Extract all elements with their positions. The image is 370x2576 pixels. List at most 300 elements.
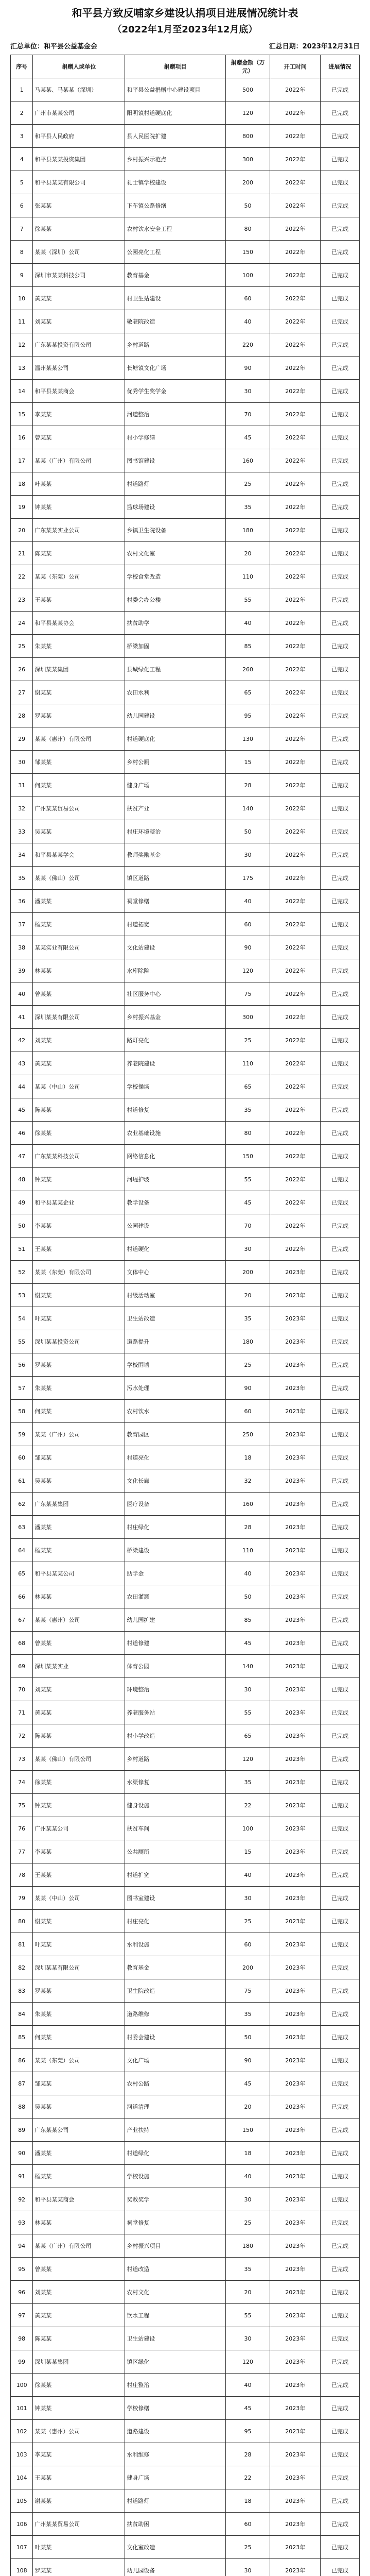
cell-amount: 15 bbox=[225, 751, 270, 774]
table-row bbox=[11, 1284, 360, 1307]
cell-status: 已完成 bbox=[321, 380, 360, 403]
cell-year: 2023年 bbox=[270, 1539, 321, 1562]
cell-amount: 100 bbox=[225, 264, 270, 287]
table-row bbox=[11, 1238, 360, 1261]
cell-project: 环境整治 bbox=[125, 1678, 225, 1701]
cell-status: 已完成 bbox=[321, 1145, 360, 1168]
cell-year: 2022年 bbox=[270, 78, 321, 101]
header-no: 序号 bbox=[11, 55, 33, 78]
cell-project: 体育公园 bbox=[125, 1655, 225, 1678]
table-row bbox=[11, 1585, 360, 1608]
cell-no: 19 bbox=[11, 496, 33, 519]
cell-no: 56 bbox=[11, 1353, 33, 1377]
cell-year: 2022年 bbox=[270, 472, 321, 496]
cell-donor: 潘某某 bbox=[33, 890, 125, 913]
cell-amount: 40 bbox=[225, 612, 270, 635]
cell-project: 农田灌溉 bbox=[125, 1585, 225, 1608]
cell-amount: 60 bbox=[225, 1933, 270, 1956]
cell-donor: 何某某 bbox=[33, 2026, 125, 2049]
cell-amount: 70 bbox=[225, 1214, 270, 1238]
cell-year: 2022年 bbox=[270, 959, 321, 982]
cell-donor: 和平县人民政府 bbox=[33, 125, 125, 148]
cell-donor: 邹某某 bbox=[33, 751, 125, 774]
cell-status: 已完成 bbox=[321, 2374, 360, 2397]
cell-project: 养老院建设 bbox=[125, 1052, 225, 1075]
cell-donor: 黄某某 bbox=[33, 2304, 125, 2327]
cell-amount: 30 bbox=[225, 2327, 270, 2350]
cell-amount: 150 bbox=[225, 241, 270, 264]
cell-year: 2022年 bbox=[270, 890, 321, 913]
table-row bbox=[11, 2281, 360, 2304]
cell-year: 2023年 bbox=[270, 2304, 321, 2327]
cell-year: 2023年 bbox=[270, 1724, 321, 1748]
cell-year: 2023年 bbox=[270, 1817, 321, 1840]
cell-project: 村委会建设 bbox=[125, 2026, 225, 2049]
cell-year: 2022年 bbox=[270, 867, 321, 890]
cell-year: 2023年 bbox=[270, 1678, 321, 1701]
cell-donor: 广东某某公司 bbox=[33, 2119, 125, 2142]
cell-year: 2022年 bbox=[270, 936, 321, 959]
cell-status: 已完成 bbox=[321, 472, 360, 496]
cell-year: 2022年 bbox=[270, 1052, 321, 1075]
cell-status: 已完成 bbox=[321, 241, 360, 264]
table-row bbox=[11, 1562, 360, 1585]
table-row bbox=[11, 635, 360, 658]
cell-amount: 28 bbox=[225, 774, 270, 797]
cell-status: 已完成 bbox=[321, 936, 360, 959]
table-row bbox=[11, 1956, 360, 1979]
cell-amount: 22 bbox=[225, 2466, 270, 2489]
cell-donor: 林某某 bbox=[33, 959, 125, 982]
cell-year: 2023年 bbox=[270, 2072, 321, 2095]
table-row bbox=[11, 217, 360, 241]
cell-donor: 谢某某 bbox=[33, 1284, 125, 1307]
cell-donor: 马某某、马某某（深圳） bbox=[33, 78, 125, 101]
cell-amount: 160 bbox=[225, 1493, 270, 1516]
cell-year: 2023年 bbox=[270, 1910, 321, 1933]
cell-project: 县城绿化工程 bbox=[125, 658, 225, 681]
cell-project: 产业扶持 bbox=[125, 2119, 225, 2142]
cell-status: 已完成 bbox=[321, 1284, 360, 1307]
cell-status: 已完成 bbox=[321, 1608, 360, 1632]
cell-donor: 黄某某 bbox=[33, 287, 125, 310]
cell-donor: 和平县某某企业 bbox=[33, 1191, 125, 1214]
cell-year: 2022年 bbox=[270, 635, 321, 658]
cell-amount: 85 bbox=[225, 1608, 270, 1632]
cell-project: 道路建设 bbox=[125, 2420, 225, 2443]
table-row bbox=[11, 1307, 360, 1330]
cell-year: 2023年 bbox=[270, 1794, 321, 1817]
cell-status: 已完成 bbox=[321, 1168, 360, 1191]
cell-status: 已完成 bbox=[321, 2119, 360, 2142]
table-row bbox=[11, 1771, 360, 1794]
cell-project: 村道路灯 bbox=[125, 2489, 225, 2513]
cell-status: 已完成 bbox=[321, 1933, 360, 1956]
cell-status: 已完成 bbox=[321, 2536, 360, 2559]
cell-amount: 200 bbox=[225, 1956, 270, 1979]
cell-year: 2022年 bbox=[270, 310, 321, 333]
cell-status: 已完成 bbox=[321, 1493, 360, 1516]
cell-donor: 和平县某某商会 bbox=[33, 2188, 125, 2211]
cell-donor: 钟某某 bbox=[33, 2397, 125, 2420]
cell-year: 2023年 bbox=[270, 2489, 321, 2513]
cell-year: 2023年 bbox=[270, 1562, 321, 1585]
cell-donor: 李某某 bbox=[33, 1214, 125, 1238]
cell-no: 77 bbox=[11, 1840, 33, 1863]
cell-amount: 35 bbox=[225, 1307, 270, 1330]
cell-donor: 某某（深圳）公司 bbox=[33, 241, 125, 264]
table-row bbox=[11, 1353, 360, 1377]
cell-status: 已完成 bbox=[321, 1539, 360, 1562]
cell-project: 养老服务站 bbox=[125, 1701, 225, 1724]
meta-right-label: 汇总日期： bbox=[269, 43, 303, 50]
cell-amount: 65 bbox=[225, 681, 270, 704]
cell-year: 2022年 bbox=[270, 241, 321, 264]
cell-year: 2023年 bbox=[270, 1632, 321, 1655]
cell-year: 2023年 bbox=[270, 2536, 321, 2559]
table-row bbox=[11, 1006, 360, 1029]
cell-no: 29 bbox=[11, 727, 33, 751]
header-donor: 捐赠人或单位 bbox=[33, 55, 125, 78]
cell-year: 2023年 bbox=[270, 1469, 321, 1493]
cell-project: 农村公路 bbox=[125, 2072, 225, 2095]
cell-donor: 某某（惠州）有限公司 bbox=[33, 727, 125, 751]
cell-status: 已完成 bbox=[321, 2188, 360, 2211]
cell-amount: 35 bbox=[225, 496, 270, 519]
cell-project: 河堤护坡 bbox=[125, 1168, 225, 1191]
cell-no: 46 bbox=[11, 1122, 33, 1145]
cell-project: 长塘镇文化广场 bbox=[125, 357, 225, 380]
cell-no: 89 bbox=[11, 2119, 33, 2142]
cell-no: 13 bbox=[11, 357, 33, 380]
cell-project: 祠堂修缮 bbox=[125, 890, 225, 913]
table-row bbox=[11, 959, 360, 982]
cell-amount: 150 bbox=[225, 2119, 270, 2142]
donation-table bbox=[10, 55, 360, 2576]
cell-status: 已完成 bbox=[321, 217, 360, 241]
cell-year: 2023年 bbox=[270, 2049, 321, 2072]
table-row bbox=[11, 727, 360, 751]
table-row bbox=[11, 751, 360, 774]
cell-status: 已完成 bbox=[321, 101, 360, 125]
cell-amount: 20 bbox=[225, 1284, 270, 1307]
cell-year: 2022年 bbox=[270, 171, 321, 194]
cell-donor: 某某实业有限公司 bbox=[33, 936, 125, 959]
cell-donor: 张某某 bbox=[33, 194, 125, 217]
cell-amount: 300 bbox=[225, 148, 270, 171]
cell-year: 2023年 bbox=[270, 2095, 321, 2119]
cell-donor: 某某（广州）公司 bbox=[33, 1423, 125, 1446]
cell-project: 农村文化 bbox=[125, 2281, 225, 2304]
cell-donor: 广东某某科技公司 bbox=[33, 1145, 125, 1168]
cell-year: 2023年 bbox=[270, 2211, 321, 2234]
cell-status: 已完成 bbox=[321, 913, 360, 936]
table-row bbox=[11, 2095, 360, 2119]
cell-status: 已完成 bbox=[321, 797, 360, 820]
cell-donor: 深圳某某有限公司 bbox=[33, 1956, 125, 1979]
cell-amount: 25 bbox=[225, 1910, 270, 1933]
cell-donor: 广州市某某公司 bbox=[33, 101, 125, 125]
header-status: 进展情况 bbox=[321, 55, 360, 78]
cell-year: 2022年 bbox=[270, 333, 321, 357]
cell-status: 已完成 bbox=[321, 681, 360, 704]
cell-project: 教师奖励基金 bbox=[125, 843, 225, 867]
cell-donor: 徐某某 bbox=[33, 1122, 125, 1145]
cell-status: 已完成 bbox=[321, 264, 360, 287]
cell-year: 2023年 bbox=[270, 1261, 321, 1284]
cell-amount: 15 bbox=[225, 1840, 270, 1863]
cell-donor: 叶某某 bbox=[33, 472, 125, 496]
cell-project: 祠堂修复 bbox=[125, 2211, 225, 2234]
cell-donor: 深圳某某集团 bbox=[33, 2350, 125, 2374]
table-row bbox=[11, 449, 360, 472]
cell-donor: 深圳某某投资公司 bbox=[33, 1330, 125, 1353]
cell-donor: 叶某某 bbox=[33, 2536, 125, 2559]
table-row bbox=[11, 2559, 360, 2576]
cell-status: 已完成 bbox=[321, 1353, 360, 1377]
table-row bbox=[11, 2374, 360, 2397]
cell-amount: 65 bbox=[225, 1724, 270, 1748]
cell-year: 2023年 bbox=[270, 1493, 321, 1516]
cell-donor: 刘某某 bbox=[33, 310, 125, 333]
cell-no: 31 bbox=[11, 774, 33, 797]
cell-donor: 某某（惠州）公司 bbox=[33, 2420, 125, 2443]
table-row bbox=[11, 519, 360, 542]
cell-year: 2022年 bbox=[270, 1006, 321, 1029]
cell-project: 农田水利 bbox=[125, 681, 225, 704]
cell-project: 水利设施 bbox=[125, 1933, 225, 1956]
cell-year: 2022年 bbox=[270, 1122, 321, 1145]
cell-donor: 某某（中山）公司 bbox=[33, 1075, 125, 1098]
cell-amount: 50 bbox=[225, 1585, 270, 1608]
table-row bbox=[11, 78, 360, 101]
table-row bbox=[11, 1748, 360, 1771]
cell-project: 水库除险 bbox=[125, 959, 225, 982]
cell-donor: 陈某某 bbox=[33, 1724, 125, 1748]
cell-year: 2022年 bbox=[270, 426, 321, 449]
cell-amount: 85 bbox=[225, 635, 270, 658]
cell-donor: 广州某某公司 bbox=[33, 1817, 125, 1840]
cell-year: 2023年 bbox=[270, 1933, 321, 1956]
table-row bbox=[11, 1098, 360, 1122]
cell-project: 学校食堂改造 bbox=[125, 565, 225, 588]
cell-year: 2022年 bbox=[270, 287, 321, 310]
cell-amount: 60 bbox=[225, 287, 270, 310]
table-row bbox=[11, 1029, 360, 1052]
cell-project: 村道修建 bbox=[125, 1632, 225, 1655]
cell-status: 已完成 bbox=[321, 125, 360, 148]
cell-donor: 谢某某 bbox=[33, 681, 125, 704]
header-year: 开工时间 bbox=[270, 55, 321, 78]
cell-project: 健身广场 bbox=[125, 774, 225, 797]
cell-year: 2023年 bbox=[270, 1516, 321, 1539]
cell-no: 33 bbox=[11, 820, 33, 843]
table-row bbox=[11, 241, 360, 264]
cell-year: 2022年 bbox=[270, 1098, 321, 1122]
cell-amount: 45 bbox=[225, 1632, 270, 1655]
cell-year: 2023年 bbox=[270, 1748, 321, 1771]
table-row bbox=[11, 704, 360, 727]
cell-no: 24 bbox=[11, 612, 33, 635]
cell-donor: 某某（广州）有限公司 bbox=[33, 2234, 125, 2258]
cell-amount: 120 bbox=[225, 101, 270, 125]
cell-status: 已完成 bbox=[321, 727, 360, 751]
table-row bbox=[11, 936, 360, 959]
cell-project: 水渠修复 bbox=[125, 1771, 225, 1794]
cell-amount: 95 bbox=[225, 2420, 270, 2443]
table-row bbox=[11, 1446, 360, 1469]
cell-project: 村道改造 bbox=[125, 2258, 225, 2281]
table-row bbox=[11, 357, 360, 380]
cell-no: 102 bbox=[11, 2420, 33, 2443]
cell-status: 已完成 bbox=[321, 1632, 360, 1655]
cell-amount: 180 bbox=[225, 2234, 270, 2258]
table-row bbox=[11, 2049, 360, 2072]
cell-amount: 35 bbox=[225, 1098, 270, 1122]
cell-donor: 林某某 bbox=[33, 1585, 125, 1608]
cell-amount: 65 bbox=[225, 1075, 270, 1098]
cell-amount: 40 bbox=[225, 310, 270, 333]
cell-no: 73 bbox=[11, 1748, 33, 1771]
cell-year: 2022年 bbox=[270, 1075, 321, 1098]
cell-amount: 60 bbox=[225, 2513, 270, 2536]
cell-project: 水利维修 bbox=[125, 2443, 225, 2466]
cell-status: 已完成 bbox=[321, 1956, 360, 1979]
cell-year: 2023年 bbox=[270, 2513, 321, 2536]
cell-amount: 30 bbox=[225, 843, 270, 867]
cell-status: 已完成 bbox=[321, 357, 360, 380]
cell-amount: 30 bbox=[225, 2559, 270, 2576]
cell-year: 2022年 bbox=[270, 519, 321, 542]
table-row bbox=[11, 1678, 360, 1701]
cell-amount: 45 bbox=[225, 2072, 270, 2095]
cell-year: 2022年 bbox=[270, 727, 321, 751]
cell-donor: 某某（佛山）公司 bbox=[33, 867, 125, 890]
cell-status: 已完成 bbox=[321, 194, 360, 217]
cell-amount: 260 bbox=[225, 658, 270, 681]
cell-project: 扶贫助学 bbox=[125, 612, 225, 635]
cell-project: 社区服务中心 bbox=[125, 982, 225, 1006]
table-row bbox=[11, 2142, 360, 2165]
table-row bbox=[11, 125, 360, 148]
cell-amount: 28 bbox=[225, 1516, 270, 1539]
cell-no: 70 bbox=[11, 1678, 33, 1701]
cell-no: 45 bbox=[11, 1098, 33, 1122]
cell-amount: 30 bbox=[225, 380, 270, 403]
table-row bbox=[11, 2304, 360, 2327]
cell-status: 已完成 bbox=[321, 2258, 360, 2281]
table-row bbox=[11, 2234, 360, 2258]
cell-project: 村道亮化 bbox=[125, 1446, 225, 1469]
cell-project: 村庄环境整治 bbox=[125, 820, 225, 843]
cell-amount: 40 bbox=[225, 890, 270, 913]
cell-status: 已完成 bbox=[321, 2095, 360, 2119]
cell-amount: 70 bbox=[225, 403, 270, 426]
cell-no: 7 bbox=[11, 217, 33, 241]
cell-no: 58 bbox=[11, 1400, 33, 1423]
cell-amount: 90 bbox=[225, 2049, 270, 2072]
cell-donor: 徐某某 bbox=[33, 1771, 125, 1794]
cell-amount: 95 bbox=[225, 704, 270, 727]
table-row bbox=[11, 1632, 360, 1655]
cell-donor: 罗某某 bbox=[33, 1979, 125, 2003]
cell-year: 2023年 bbox=[270, 2188, 321, 2211]
cell-no: 26 bbox=[11, 658, 33, 681]
table-row bbox=[11, 1910, 360, 1933]
cell-year: 2022年 bbox=[270, 1145, 321, 1168]
cell-donor: 潘某某 bbox=[33, 1516, 125, 1539]
cell-status: 已完成 bbox=[321, 333, 360, 357]
table-row bbox=[11, 982, 360, 1006]
cell-donor: 广东某某集团 bbox=[33, 1493, 125, 1516]
cell-project: 村道扩宽 bbox=[125, 1863, 225, 1887]
cell-status: 已完成 bbox=[321, 2466, 360, 2489]
cell-amount: 45 bbox=[225, 1191, 270, 1214]
cell-status: 已完成 bbox=[321, 867, 360, 890]
table-row bbox=[11, 658, 360, 681]
cell-project: 镇区道路 bbox=[125, 867, 225, 890]
table-body bbox=[11, 78, 360, 2576]
cell-no: 55 bbox=[11, 1330, 33, 1353]
cell-project: 村道修复 bbox=[125, 1098, 225, 1122]
cell-no: 32 bbox=[11, 797, 33, 820]
cell-status: 已完成 bbox=[321, 2049, 360, 2072]
cell-status: 已完成 bbox=[321, 1191, 360, 1214]
cell-project: 文化站建设 bbox=[125, 936, 225, 959]
cell-status: 已完成 bbox=[321, 2304, 360, 2327]
cell-project: 公园建设 bbox=[125, 1214, 225, 1238]
table-row bbox=[11, 1330, 360, 1353]
cell-no: 8 bbox=[11, 241, 33, 264]
cell-no: 37 bbox=[11, 913, 33, 936]
meta-right-value: 2023年12月31日 bbox=[302, 43, 360, 50]
cell-year: 2022年 bbox=[270, 751, 321, 774]
cell-donor: 何某某 bbox=[33, 1400, 125, 1423]
cell-status: 已完成 bbox=[321, 1446, 360, 1469]
cell-year: 2023年 bbox=[270, 2350, 321, 2374]
table-row bbox=[11, 1493, 360, 1516]
cell-status: 已完成 bbox=[321, 1585, 360, 1608]
cell-donor: 钟某某 bbox=[33, 1794, 125, 1817]
cell-year: 2022年 bbox=[270, 496, 321, 519]
cell-status: 已完成 bbox=[321, 542, 360, 565]
cell-status: 已完成 bbox=[321, 959, 360, 982]
cell-status: 已完成 bbox=[321, 2559, 360, 2576]
cell-project: 篮球场建设 bbox=[125, 496, 225, 519]
cell-no: 35 bbox=[11, 867, 33, 890]
cell-year: 2023年 bbox=[270, 1307, 321, 1330]
cell-no: 63 bbox=[11, 1516, 33, 1539]
cell-amount: 75 bbox=[225, 1979, 270, 2003]
cell-amount: 80 bbox=[225, 1122, 270, 1145]
table-row bbox=[11, 2443, 360, 2466]
cell-status: 已完成 bbox=[321, 1724, 360, 1748]
cell-donor: 某某（惠州）公司 bbox=[33, 1608, 125, 1632]
cell-amount: 75 bbox=[225, 982, 270, 1006]
cell-donor: 曾某某 bbox=[33, 2258, 125, 2281]
cell-project: 村级活动室 bbox=[125, 1284, 225, 1307]
cell-project: 助学金 bbox=[125, 1562, 225, 1585]
cell-amount: 30 bbox=[225, 2188, 270, 2211]
cell-donor: 徐某某 bbox=[33, 2374, 125, 2397]
cell-no: 71 bbox=[11, 1701, 33, 1724]
cell-status: 已完成 bbox=[321, 982, 360, 1006]
cell-amount: 18 bbox=[225, 2489, 270, 2513]
cell-amount: 35 bbox=[225, 1771, 270, 1794]
cell-donor: 钟某某 bbox=[33, 496, 125, 519]
cell-project: 饮水工程 bbox=[125, 2304, 225, 2327]
cell-year: 2023年 bbox=[270, 2258, 321, 2281]
